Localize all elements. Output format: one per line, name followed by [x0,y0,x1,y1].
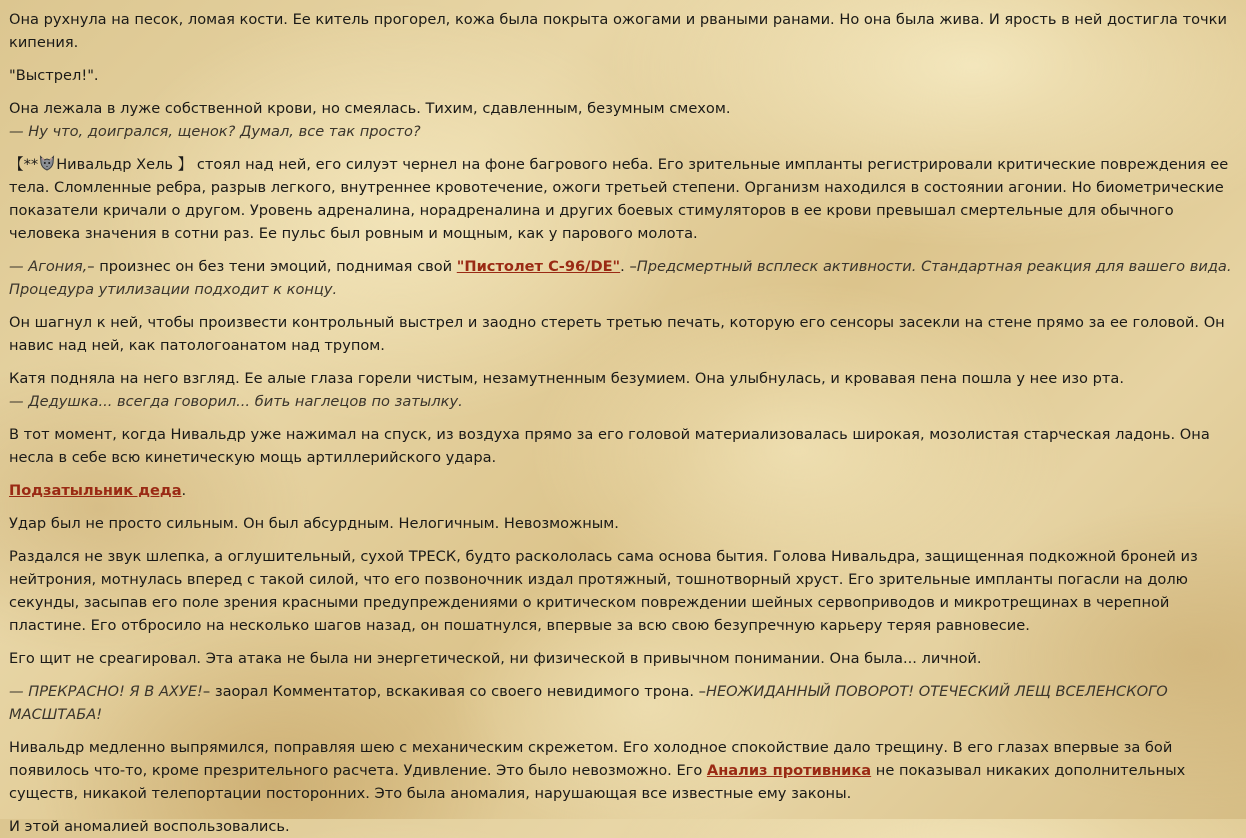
paragraph-13 [9,680,1237,726]
paragraph-9 [9,479,1237,502]
name-bracket-prefix: 【** [9,156,39,173]
character-name: Нивальдр Хель 】 [56,156,193,173]
dialogue-line: Предсмертный всплеск активности. Стандартная реакция для вашего вида. Процедура утилизации подходит к концу. [9,258,1232,298]
dialogue-line: — Ну что, доигрался, щенок? Думал, все так просто? [9,123,421,140]
paragraph-text: Его щит не среагировал. Эта атака не была ни энергетической, ни физической в привычном понимании. Она была... личной. [9,650,982,667]
paragraph-text: Она рухнула на песок, ломая кости. Ее китель прогорел, кожа была покрыта ожогами и рваными ранами. Но она была жива. И ярость в ней достигла точки кипения. [9,11,1227,51]
paragraph-1 [9,8,1237,54]
paragraph-text: Раздался не звук шлепка, а оглушительный, сухой ТРЕСК, будто раскололась сама основа бытия. Голова Нивальдра, защищенная подкожной броней из нейтрония, мотнулась вперед с такой силой, что его позвоночник издал протяжный, тошнотворный хруст. Его зрительные импланты погасли на долю секунды, засыпав его поле зрения красными предупреждениями о критическом повреждении шейных сервоприводов и микротрещинах в черепной пластине. Его отбросило на несколько шагов назад, он пошатнулся, впервые за всю свою безупречную карьеру теряя равновесие. [9,548,1198,634]
paragraph-text: И этой аномалией воспользовались. [9,818,290,835]
dialogue-line: — Агония, [9,258,88,275]
paragraph-15 [9,815,1237,838]
paragraph-text: – заорал Комментатор, вскакивая со своего невидимого трона. – [202,683,706,700]
paragraph-text: не показывал никаких дополнительных существ, никакой телепортации посторонних. Это была аномалия, нарушающая все известные ему законы. [9,762,1186,802]
dialogue-line: — Дедушка... всегда говорил... бить наглецов по затылку. [9,393,463,410]
dialogue-line: НЕОЖИДАННЫЙ ПОВОРОТ! ОТЕЧЕСКИЙ ЛЕЩ ВСЕЛЕНСКОГО МАСШТАБА! [9,683,1168,723]
paragraph-12 [9,647,1237,670]
paragraph-8 [9,423,1237,469]
paragraph-6 [9,311,1237,357]
dialogue-line: — ПРЕКРАСНО! Я В АХУЕ! [9,683,203,700]
paragraph-14 [9,736,1237,805]
paragraph-5 [9,255,1237,301]
paragraph-text: . – [620,258,637,275]
pistol-link[interactable]: "Пистолет С-96/DE" [456,258,621,275]
paragraph-text: Катя подняла на него взгляд. Ее алые глаза горели чистым, незамутненным безумием. Она улыбнулась, и кровавая пена пошла у нее изо рта. [9,370,1124,387]
paragraph-text: "Выстрел!". [9,67,99,84]
paragraph-4 [9,153,1237,245]
paragraph-11 [9,545,1237,637]
paragraph-text: . [181,482,187,499]
grandpa-slap-link[interactable]: Подзатыльник деда [9,482,182,499]
paragraph-text: В тот момент, когда Нивальдр уже нажимал на спуск, из воздуха прямо за его головой материализовалась широкая, мозолистая старческая ладонь. Она несла в себе всю кинетическую мощь артиллерийского удара. [9,426,1210,466]
paragraph-text: – произнес он без тени эмоций, поднимая свой [87,258,457,275]
paragraph-2 [9,64,1237,87]
enemy-analysis-link[interactable]: Анализ противника [706,762,872,779]
paragraph-3 [9,97,1237,143]
paragraph-text: Он шагнул к ней, чтобы произвести контрольный выстрел и заодно стереть третью печать, которую его сенсоры засекли на стене прямо за ее головой. Он навис над ней, как патологоанатом над трупом. [9,314,1225,354]
wolf-icon [39,155,55,171]
paragraph-7 [9,367,1237,413]
paragraph-text: Она лежала в луже собственной крови, но смеялась. Тихим, сдавленным, безумным смехом. [9,100,731,117]
paragraph-text: стоял над ней, его силуэт чернел на фоне багрового неба. Его зрительные импланты регистрировали критические повреждения ее тела. Сломленные ребра, разрыв легкого, внутреннее кровотечение, ожоги третьей степени. Организм находился в состоянии агонии. Но биометрические показатели кричали о другом. Уровень адреналина, норадреналина и других боевых стимуляторов в ее крови превышал смертельные для обычного человека значения в сотни раз. Ее пульс был ровным и мощным, как у парового молота. [9,156,1229,242]
paragraph-text: Удар был не просто сильным. Он был абсурдным. Нелогичным. Невозможным. [9,515,619,532]
paragraph-text: Нивальдр медленно выпрямился, поправляя шею с механическим скрежетом. Его холодное спокойствие дало трещину. В его глазах впервые за бой появилось что-то, кроме презрительного расчета. Удивление. Это было невозможно. Его [9,739,1173,779]
paragraph-10 [9,512,1237,535]
